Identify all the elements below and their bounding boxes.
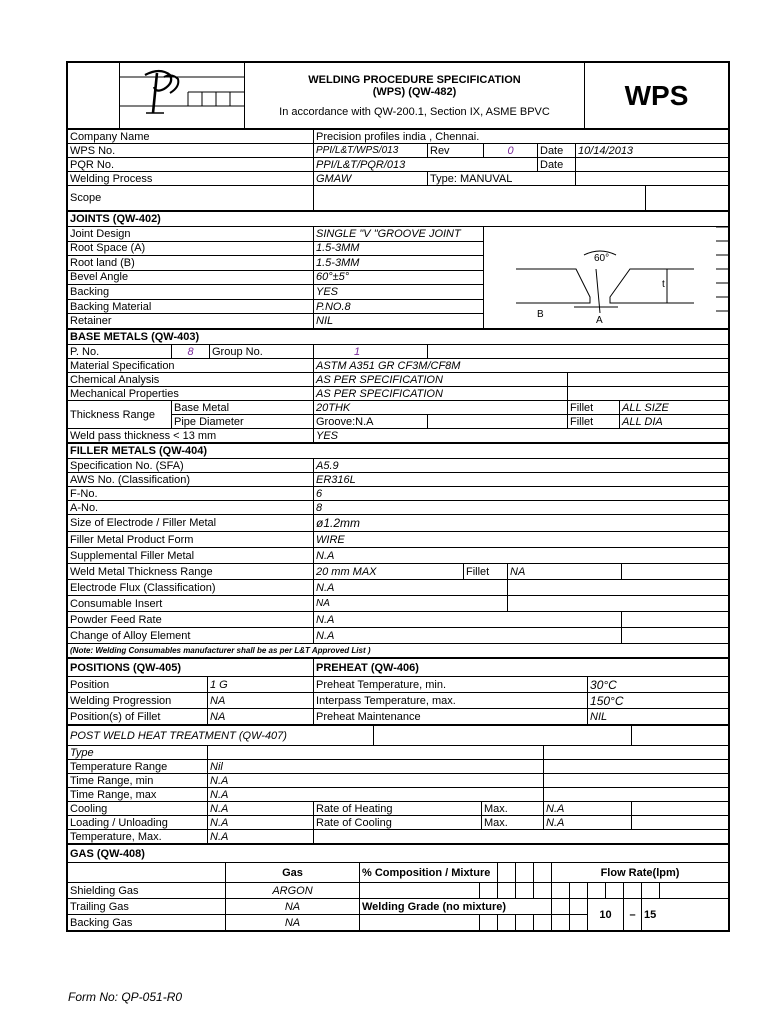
weldpass-value: YES	[314, 429, 729, 443]
base-heading: BASE METALS (QW-403)	[68, 330, 729, 345]
pno-label: P. No.	[68, 345, 172, 359]
joints-heading: JOINTS (QW-402)	[68, 212, 729, 227]
chem-label: Chemical Analysis	[68, 373, 314, 387]
matspec-value: ASTM A351 GR CF3M/CF8M	[314, 359, 729, 373]
flow-rate-dash: –	[624, 899, 642, 931]
fillet2-value: ALL DIA	[620, 415, 729, 429]
composition-column-header: % Composition / Mixture	[360, 863, 498, 883]
chem-value: AS PER SPECIFICATION	[314, 373, 568, 387]
preheat-maint-value: NIL	[588, 709, 729, 725]
sketch-b: B	[537, 309, 544, 320]
filler-metals-section	[67, 443, 729, 658]
backing-material-value: P.NO.8	[314, 299, 484, 314]
pipe-label: Pipe Diameter	[172, 415, 314, 429]
insert-value: NA	[314, 596, 508, 612]
position-value: 1 G	[208, 677, 314, 693]
process-label: Welding Process	[68, 172, 314, 186]
wps-badge: WPS	[585, 63, 729, 129]
aws-label: AWS No. (Classification)	[68, 473, 314, 487]
rate-heating-max: Max.	[482, 802, 544, 816]
joint-sketch-cell	[484, 227, 729, 329]
wmt-fillet-label: Fillet	[464, 564, 508, 580]
backing-label: Backing	[68, 285, 314, 300]
fillet-position-value: NA	[208, 709, 314, 725]
title-cell	[245, 63, 585, 129]
basemetal-value: 20THK	[314, 401, 568, 415]
preheat-heading: PREHEAT (QW-406)	[314, 659, 729, 677]
supplemental-value: N.A	[314, 548, 729, 564]
ano-value: 8	[314, 501, 729, 515]
interpass-value: 150°C	[588, 693, 729, 709]
gas-section	[67, 844, 729, 931]
rate-cooling-max: Max.	[482, 816, 544, 830]
backing-gas-label: Backing Gas	[68, 915, 226, 931]
alloy-label: Change of Alloy Element	[68, 628, 314, 644]
form-header	[67, 62, 729, 129]
matspec-label: Material Specification	[68, 359, 314, 373]
backing-value: YES	[314, 285, 484, 300]
company-value: Precision profiles india , Chennai.	[314, 130, 729, 144]
form-title: WELDING PROCEDURE SPECIFICATION	[308, 73, 521, 86]
preheat-maint-label: Preheat Maintenance	[314, 709, 588, 725]
shielding-gas-label: Shielding Gas	[68, 883, 226, 899]
flow-rate-column-header: Flow Rate(lpm)	[552, 863, 729, 883]
loading-label: Loading / Unloading	[68, 816, 208, 830]
sketch-a: A	[596, 315, 603, 325]
fno-label: F-No.	[68, 487, 314, 501]
general-section	[67, 129, 729, 211]
loading-value: N.A	[208, 816, 314, 830]
date-value: 10/14/2013	[576, 144, 729, 158]
preheat-min-label: Preheat Temperature, min.	[314, 677, 588, 693]
pwht-section	[67, 725, 729, 844]
rate-cooling-label: Rate of Cooling	[314, 816, 482, 830]
aws-value: ER316L	[314, 473, 729, 487]
loading-temp-label: Temperature, Max.	[68, 830, 208, 844]
date2-label: Date	[538, 158, 576, 172]
wps-value: PPI/L&T/WPS/013	[314, 144, 428, 158]
bevel-angle-value: 60°±5°	[314, 270, 484, 285]
electrode-size-label: Size of Electrode / Filler Metal	[68, 515, 314, 532]
wps-form	[66, 61, 730, 932]
ano-label: A-No.	[68, 501, 314, 515]
fillet-position-label: Position(s) of Fillet	[68, 709, 208, 725]
sketch-angle: 60°	[594, 253, 610, 264]
scope-label: Scope	[68, 186, 314, 211]
filler-heading: FILLER METALS (QW-404)	[68, 444, 729, 459]
logo-cell	[120, 63, 245, 129]
rev-label: Rev	[428, 144, 484, 158]
sfa-value: A5.9	[314, 459, 729, 473]
fno-value: 6	[314, 487, 729, 501]
weldpass-label: Weld pass thickness < 13 mm	[68, 429, 314, 443]
basemetal-label: Base Metal	[172, 401, 314, 415]
time-min-label: Time Range, min	[68, 774, 208, 788]
backing-material-label: Backing Material	[68, 299, 314, 314]
flow-rate-min: 10	[588, 899, 624, 931]
group-label: Group No.	[210, 345, 314, 359]
trailing-gas-value: NA	[226, 899, 360, 915]
base-metals-section	[67, 329, 729, 443]
flow-rate-max: 15	[642, 899, 729, 931]
rev-value: 0	[484, 144, 538, 158]
joints-section	[67, 211, 729, 329]
interpass-label: Interpass Temperature, max.	[314, 693, 588, 709]
flux-label: Electrode Flux (Classification)	[68, 580, 314, 596]
progression-value: NA	[208, 693, 314, 709]
wmt-fillet-value: NA	[508, 564, 622, 580]
wmt-label: Weld Metal Thickness Range	[68, 564, 314, 580]
rate-heating-label: Rate of Heating	[314, 802, 482, 816]
joint-design-value: SINGLE "V "GROOVE JOINT	[314, 227, 484, 242]
flux-value: N.A	[314, 580, 508, 596]
group-value: 1	[314, 345, 428, 359]
rate-heating-value: N.A	[544, 802, 632, 816]
mech-value: AS PER SPECIFICATION	[314, 387, 568, 401]
form-number: Form No: QP-051-R0	[68, 990, 183, 1004]
pipe-value: Groove:N.A	[314, 415, 428, 429]
consumables-note: (Note: Welding Consumables manufacturer shall be as per L&T Approved List )	[68, 644, 729, 658]
company-label: Company Name	[68, 130, 314, 144]
process-value: GMAW	[314, 172, 428, 186]
pwht-heading: POST WELD HEAT TREATMENT (QW-407)	[68, 726, 374, 746]
time-max-value: N.A	[208, 788, 544, 802]
trailing-gas-label: Trailing Gas	[68, 899, 226, 915]
shielding-gas-value: ARGON	[226, 883, 360, 899]
form-subtitle-code: (WPS) (QW-482)	[372, 85, 457, 98]
sketch-t: t	[662, 279, 665, 290]
wps-label: WPS No.	[68, 144, 314, 158]
gas-column-header: Gas	[226, 863, 360, 883]
mech-label: Mechanical Properties	[68, 387, 314, 401]
progression-label: Welding Progression	[68, 693, 208, 709]
cooling-value: N.A	[208, 802, 314, 816]
gas-heading: GAS (QW-408)	[68, 845, 729, 863]
fillet-value: ALL SIZE	[620, 401, 729, 415]
positions-preheat-section	[67, 658, 729, 725]
fillet2-label: Fillet	[568, 415, 620, 429]
welding-grade-label: Welding Grade (no mixture)	[360, 899, 552, 915]
position-label: Position	[68, 677, 208, 693]
preheat-min-value: 30°C	[588, 677, 729, 693]
sfa-label: Specification No. (SFA)	[68, 459, 314, 473]
root-land-label: Root land (B)	[68, 256, 314, 271]
root-land-value: 1.5-3MM	[314, 256, 484, 271]
groove-joint-sketch-icon	[484, 227, 728, 325]
time-min-value: N.A	[208, 774, 544, 788]
retainer-label: Retainer	[68, 314, 314, 329]
product-form-value: WIRE	[314, 532, 729, 548]
insert-label: Consumable Insert	[68, 596, 314, 612]
company-logo-icon	[120, 63, 245, 125]
temp-range-label: Temperature Range	[68, 760, 208, 774]
date-label: Date	[538, 144, 576, 158]
bevel-angle-label: Bevel Angle	[68, 270, 314, 285]
retainer-value: NIL	[314, 314, 484, 329]
joint-design-label: Joint Design	[68, 227, 314, 242]
wmt-value: 20 mm MAX	[314, 564, 464, 580]
time-max-label: Time Range, max	[68, 788, 208, 802]
electrode-size-value: ø1.2mm	[314, 515, 729, 532]
root-space-value: 1.5-3MM	[314, 241, 484, 256]
form-standard: In accordance with QW-200.1, Section IX, ASME BPVC	[279, 105, 550, 118]
pno-value: 8	[172, 345, 210, 359]
thickness-label: Thickness Range	[68, 401, 172, 429]
powder-value: N.A	[314, 612, 622, 628]
root-space-label: Root Space (A)	[68, 241, 314, 256]
temp-range-value: Nil	[208, 760, 544, 774]
loading-temp-value: N.A	[208, 830, 314, 844]
supplemental-label: Supplemental Filler Metal	[68, 548, 314, 564]
product-form-label: Filler Metal Product Form	[68, 532, 314, 548]
type-label: Type: MANUVAL	[428, 172, 576, 186]
pqr-value: PPI/L&T/PQR/013	[314, 158, 538, 172]
rate-cooling-value: N.A	[544, 816, 632, 830]
positions-heading: POSITIONS (QW-405)	[68, 659, 314, 677]
pqr-label: PQR No.	[68, 158, 314, 172]
alloy-value: N.A	[314, 628, 622, 644]
pwht-type-label: Type	[68, 746, 208, 760]
cooling-label: Cooling	[68, 802, 208, 816]
powder-label: Powder Feed Rate	[68, 612, 314, 628]
fillet-label: Fillet	[568, 401, 620, 415]
backing-gas-value: NA	[226, 915, 360, 931]
